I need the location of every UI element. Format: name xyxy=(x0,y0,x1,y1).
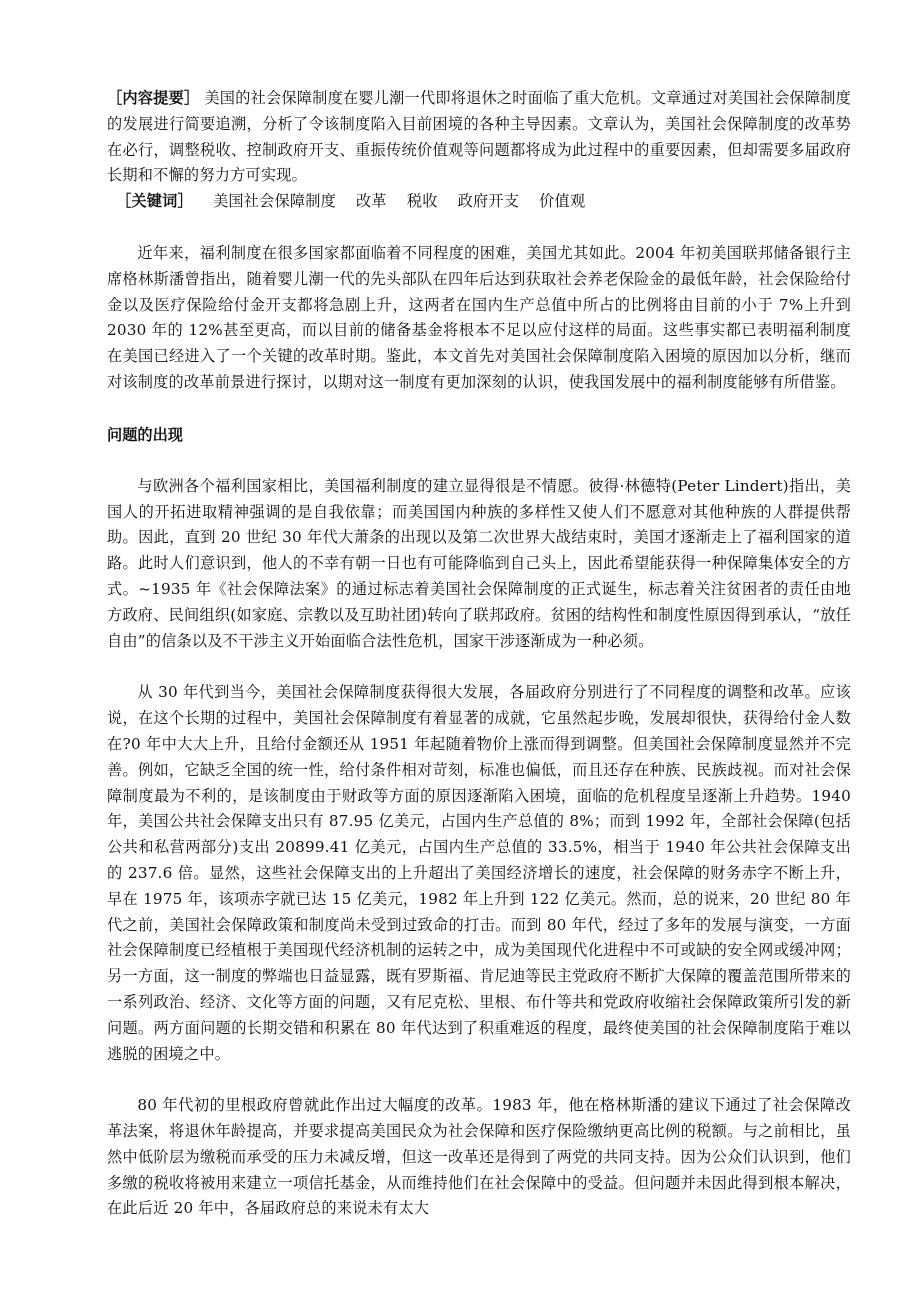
keyword-item: 价值观 xyxy=(539,192,586,211)
keywords-label: ［关键词］ xyxy=(116,192,193,211)
abstract-label: ［内容提要］ xyxy=(107,89,200,107)
keyword-item: 改革 xyxy=(356,192,387,211)
keyword-item: 税收 xyxy=(406,192,438,211)
body-paragraph: 从 30 年代到当今，美国社会保障制度获得很大发展，各届政府分别进行了不同程度的调整和改革。应该说，在这个长期的过程中，美国社会保障制度有着显著的成就，它虽然起步晚，发展却很快，获得给付金人数在?0 年中大大上升，且给付金额还从 1951 年起随着物价上涨而得到调整。但美国社会保障制度显然并不完善。例如，它缺乏全国的统一性，给付条件相对苛刻，标准也偏低，而且还存在种族、民族歧视。而对社会保障制度最为不利的，是该制度由于财政等方面的原因逐渐陷入困境，面临的危机程度呈逐渐上升趋势。1940 年，美国公共社会保障支出只有 87.95 亿美元，占国内生产总值的 8%；而到 1992 年，全部社会保障(包括公共和私营两部分)支出 20899.41 亿美元，占国内生产总值的 33.5%，相当于 1940 年公共社会保障支出的 237.6 倍。显然，这些社会保障支出的上升超出了美国经济增长的速度，社会保障的财务赤字不断上升，早在 1975 年，该项赤字就已达 15 亿美元，1982 年上升到 122 亿美元。然而，总的说来，20 世纪 80 年代之前，美国社会保障政策和制度尚未受到过致命的打击。而到 80 年代，经过了多年的发展与演变，一方面社会保障制度已经植根于美国现代经济机制的运转之中，成为美国现代化进程中不可或缺的安全网或缓冲网；另一方面，这一制度的弊端也日益显露，既有罗斯福、肯尼迪等民主党政府不断扩大保障的覆盖范围所带来的一系列政治、经济、文化等方面的问题，又有尼克松、里根、布什等共和党政府收缩社会保障政策所引发的新问题。两方面问题的长期交错和积累在 80 年代达到了积重难返的程度，最终使美国的社会保障制度陷于难以逃脱的困境之中。 xyxy=(107,683,851,1063)
keywords-line xyxy=(107,189,851,215)
abstract-text: 美国的社会保障制度在婴儿潮一代即将退休之时面临了重大危机。文章通过对美国社会保障制度的发展进行简要追溯，分析了令该制度陷入目前困境的各种主导因素。文章认为，美国社会保障制度的改革势在必行，调整税收、控制政府开支、重振传统价值观等问题都将成为此过程中的重要因素，但却需要多届政府长期和不懈的努力方可实现。 xyxy=(107,89,851,185)
keyword-item: 美国社会保障制度 xyxy=(212,192,337,211)
document-page xyxy=(107,86,851,1222)
intro-paragraph: 近年来，福利制度在很多国家都面临着不同程度的困难，美国尤其如此。2004 年初美国联邦储备银行主席格林斯潘曾指出，随着婴儿潮一代的先头部队在四年后达到获取社会养老保险金的最低年龄，社会保险给付金以及医疗保险给付金开支都将急剧上升，这两者在国内生产总值中所占的比例将由目前的小于 7%上升到 2030 年的 12%甚至更高，而以目前的储备基金将根本不足以应付这样的局面。这些事实都已表明福利制度在美国已经进入了一个关键的改革时期。鉴此，本文首先对美国社会保障制度陷入困境的原因加以分析，继而对该制度的改革前景进行探讨，以期对这一制度有更加深刻的认识，使我国发展中的福利制度能够有所借鉴。 xyxy=(107,243,851,391)
keyword-item: 政府开支 xyxy=(457,192,520,211)
paragraph-gap xyxy=(107,654,851,680)
section-heading: 问题的出现 xyxy=(107,425,183,444)
body-paragraph: 与欧洲各个福利国家相比，美国福利制度的建立显得很是不情愿。彼得·林德特(Peter Lindert)指出，美国人的开拓进取精神强调的是自我依靠；而美国国内种族的多样性又使人们不愿意对其他种族的人群提供帮助。因此，直到 20 世纪 30 年代大萧条的出现以及第二次世界大战结束时，美国才逐渐走上了福利国家的道路。此时人们意识到，他人的不幸有朝一日也有可能降临到自己头上，因此希望能获得一种保障集体安全的方式。~1935 年《社会保障法案》的通过标志着美国社会保障制度的正式诞生，标志着关注贫困者的责任由地方政府、民间组织(如家庭、宗教以及互助社团)转向了联邦政府。贫困的结构性和制度性原因得到承认，“放任自由”的信条以及不干涉主义开始面临合法性危机，国家干涉逐渐成为一种必须。 xyxy=(107,476,851,650)
body-paragraph: 80 年代初的里根政府曾就此作出过大幅度的改革。1983 年，他在格林斯潘的建议下通过了社会保障改革法案，将退休年龄提高，并要求提高美国民众为社会保障和医疗保险缴纳更高比例的税额。与之前相比，虽然中低阶层为缴税而承受的压力未减反增，但这一改革还是得到了两党的共同支持。因为公众们认识到，他们多缴的税收将被用来建立一项信托基金，从而维持他们在社会保障中的受益。但问题并未因此得到根本解决，在此后近 20 年中，各届政府总的来说未有太大 xyxy=(107,1096,851,1218)
abstract-paragraph xyxy=(107,86,851,189)
paragraph-gap xyxy=(107,1067,851,1093)
